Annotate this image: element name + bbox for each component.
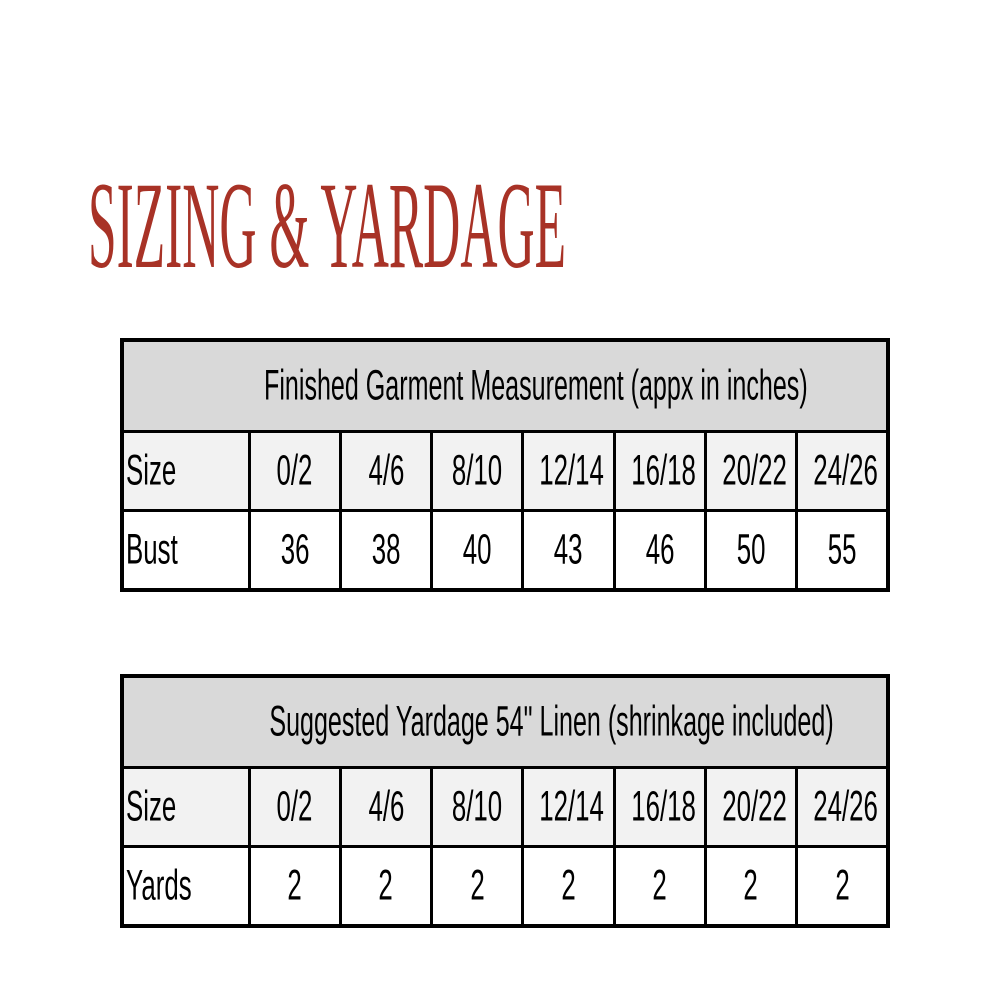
cell-text: 16/18 bbox=[630, 782, 696, 830]
cell-text: 20/22 bbox=[722, 446, 787, 494]
cell-text: 43 bbox=[554, 525, 583, 573]
value-cell bbox=[614, 847, 705, 927]
size-row bbox=[122, 432, 888, 511]
cell-text: 12/14 bbox=[539, 446, 605, 494]
cell-text: 4/6 bbox=[367, 446, 404, 494]
value-cell bbox=[432, 511, 523, 591]
cell-text: 0/2 bbox=[276, 446, 313, 494]
size-cell bbox=[249, 768, 340, 847]
value-cell bbox=[432, 847, 523, 927]
value-cell bbox=[523, 847, 614, 927]
size-cell bbox=[614, 432, 705, 511]
cell-text: Finished Garment Measurement (appx in inches) bbox=[264, 361, 808, 409]
cell-text: 24/26 bbox=[813, 446, 879, 494]
cell-text: 20/22 bbox=[722, 782, 787, 830]
value-cell bbox=[797, 847, 888, 927]
cell-text: Suggested Yardage 54" Linen (shrinkage included) bbox=[269, 697, 834, 745]
cell-text: 36 bbox=[280, 525, 310, 573]
page-title-text: SIZING & YARDAGE bbox=[88, 168, 566, 278]
cell-text: 50 bbox=[736, 525, 766, 573]
value-cell bbox=[797, 511, 888, 591]
size-cell bbox=[705, 768, 796, 847]
cell-text: 4/6 bbox=[367, 782, 404, 830]
cell-text: Size bbox=[126, 782, 177, 830]
value-cell bbox=[614, 511, 705, 591]
cell-text: 16/18 bbox=[630, 446, 696, 494]
cell-text: 46 bbox=[645, 525, 675, 573]
cell-text: 38 bbox=[371, 525, 401, 573]
cell-text: 8/10 bbox=[452, 446, 503, 494]
cell-text: 8/10 bbox=[452, 782, 503, 830]
size-cell bbox=[432, 768, 523, 847]
garment-measurement-table bbox=[120, 338, 890, 592]
yards-row bbox=[122, 847, 888, 927]
size-cell bbox=[797, 432, 888, 511]
value-cell bbox=[249, 511, 340, 591]
cell-text: 2 bbox=[561, 861, 576, 909]
size-cell bbox=[797, 768, 888, 847]
value-cell bbox=[705, 511, 796, 591]
size-cell bbox=[340, 432, 431, 511]
page-title bbox=[86, 168, 586, 278]
value-cell bbox=[340, 847, 431, 927]
row-label bbox=[122, 511, 249, 591]
size-cell bbox=[432, 432, 523, 511]
row-label bbox=[122, 432, 249, 511]
cell-text: Size bbox=[126, 446, 177, 494]
size-cell bbox=[614, 768, 705, 847]
value-cell bbox=[705, 847, 796, 927]
cell-text: 2 bbox=[743, 861, 759, 909]
yardage-table bbox=[120, 674, 890, 928]
value-cell bbox=[523, 511, 614, 591]
row-label bbox=[122, 847, 249, 927]
cell-text: 40 bbox=[462, 525, 492, 573]
size-row bbox=[122, 768, 888, 847]
table-header bbox=[122, 340, 888, 432]
cell-text: 12/14 bbox=[539, 782, 605, 830]
cell-text: Yards bbox=[126, 861, 192, 909]
cell-text: 2 bbox=[470, 861, 485, 909]
cell-text: 2 bbox=[652, 861, 667, 909]
cell-text: 55 bbox=[827, 525, 857, 573]
size-cell bbox=[523, 768, 614, 847]
table-header bbox=[122, 676, 888, 768]
bust-row bbox=[122, 511, 888, 591]
row-label bbox=[122, 768, 249, 847]
size-cell bbox=[705, 432, 796, 511]
cell-text: 2 bbox=[287, 861, 302, 909]
cell-text: 2 bbox=[378, 861, 394, 909]
cell-text: 2 bbox=[834, 861, 850, 909]
size-cell bbox=[249, 432, 340, 511]
cell-text: 24/26 bbox=[813, 782, 879, 830]
size-cell bbox=[523, 432, 614, 511]
value-cell bbox=[340, 511, 431, 591]
size-cell bbox=[340, 768, 431, 847]
cell-text: Bust bbox=[126, 525, 178, 573]
value-cell bbox=[249, 847, 340, 927]
cell-text: 0/2 bbox=[276, 782, 313, 830]
